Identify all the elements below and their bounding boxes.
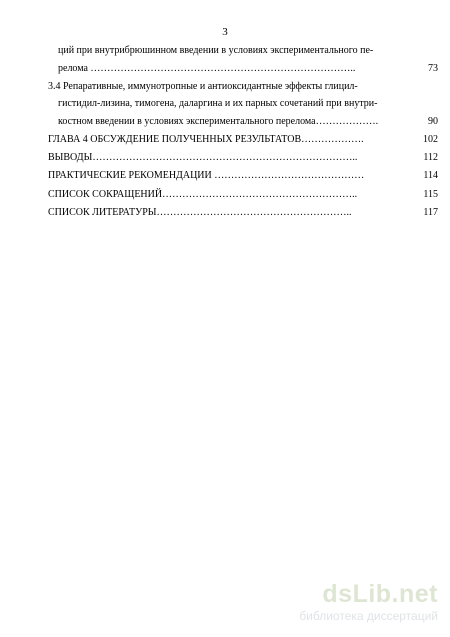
- toc-entry: [48, 169, 438, 186]
- toc-entry: [58, 62, 438, 79]
- toc-entry-title: релома ……………………………………………………………………..: [58, 63, 356, 74]
- toc-entry-title: ПРАКТИЧЕСКИЕ РЕКОМЕНДАЦИИ ………………………………………: [48, 170, 365, 181]
- toc-entry: [48, 206, 438, 223]
- toc-entry-page: 90: [428, 116, 438, 127]
- toc-line: гистидил-лизина, тимогена, даларгина и их парных сочетаний при внутри-: [58, 98, 378, 109]
- toc-entry-title: ГЛАВА 4 ОБСУЖДЕНИЕ ПОЛУЧЕННЫХ РЕЗУЛЬТАТОВ……………….: [48, 134, 364, 145]
- toc-entry: [48, 188, 438, 205]
- toc-entry-page: 73: [428, 63, 438, 74]
- toc-entry: [48, 133, 438, 150]
- toc-entry-page: 112: [423, 152, 438, 163]
- watermark-logo: dsLib.net: [322, 580, 438, 608]
- toc-line: 3.4 Репаративные, иммунотропные и антиоксидантные эффекты глицил-: [48, 81, 358, 92]
- toc-entry-page: 114: [423, 170, 438, 181]
- toc-entry-title: СПИСОК ЛИТЕРАТУРЫ…………………………………………………..: [48, 207, 352, 218]
- toc-entry-page: 102: [423, 134, 438, 145]
- watermark: [265, 579, 440, 629]
- toc-entry-title: ВЫВОДЫ……………………………………………………………………..: [48, 152, 358, 163]
- toc-entry-page: 115: [423, 189, 438, 200]
- toc-entry: [48, 151, 438, 168]
- toc-entry-title: СПИСОК СОКРАЩЕНИЙ…………………………………………………..: [48, 189, 358, 200]
- toc-entry-page: 117: [423, 207, 438, 218]
- toc-entry: [58, 115, 438, 132]
- page-number: 3: [222, 26, 228, 38]
- toc-line: ций при внутрибрюшинном введении в условиях экспериментального пе-: [58, 45, 374, 56]
- watermark-caption: библиотека диссертаций: [299, 609, 438, 623]
- toc-entry-title: костном введении в условиях экспериментального перелома……………….: [58, 116, 379, 127]
